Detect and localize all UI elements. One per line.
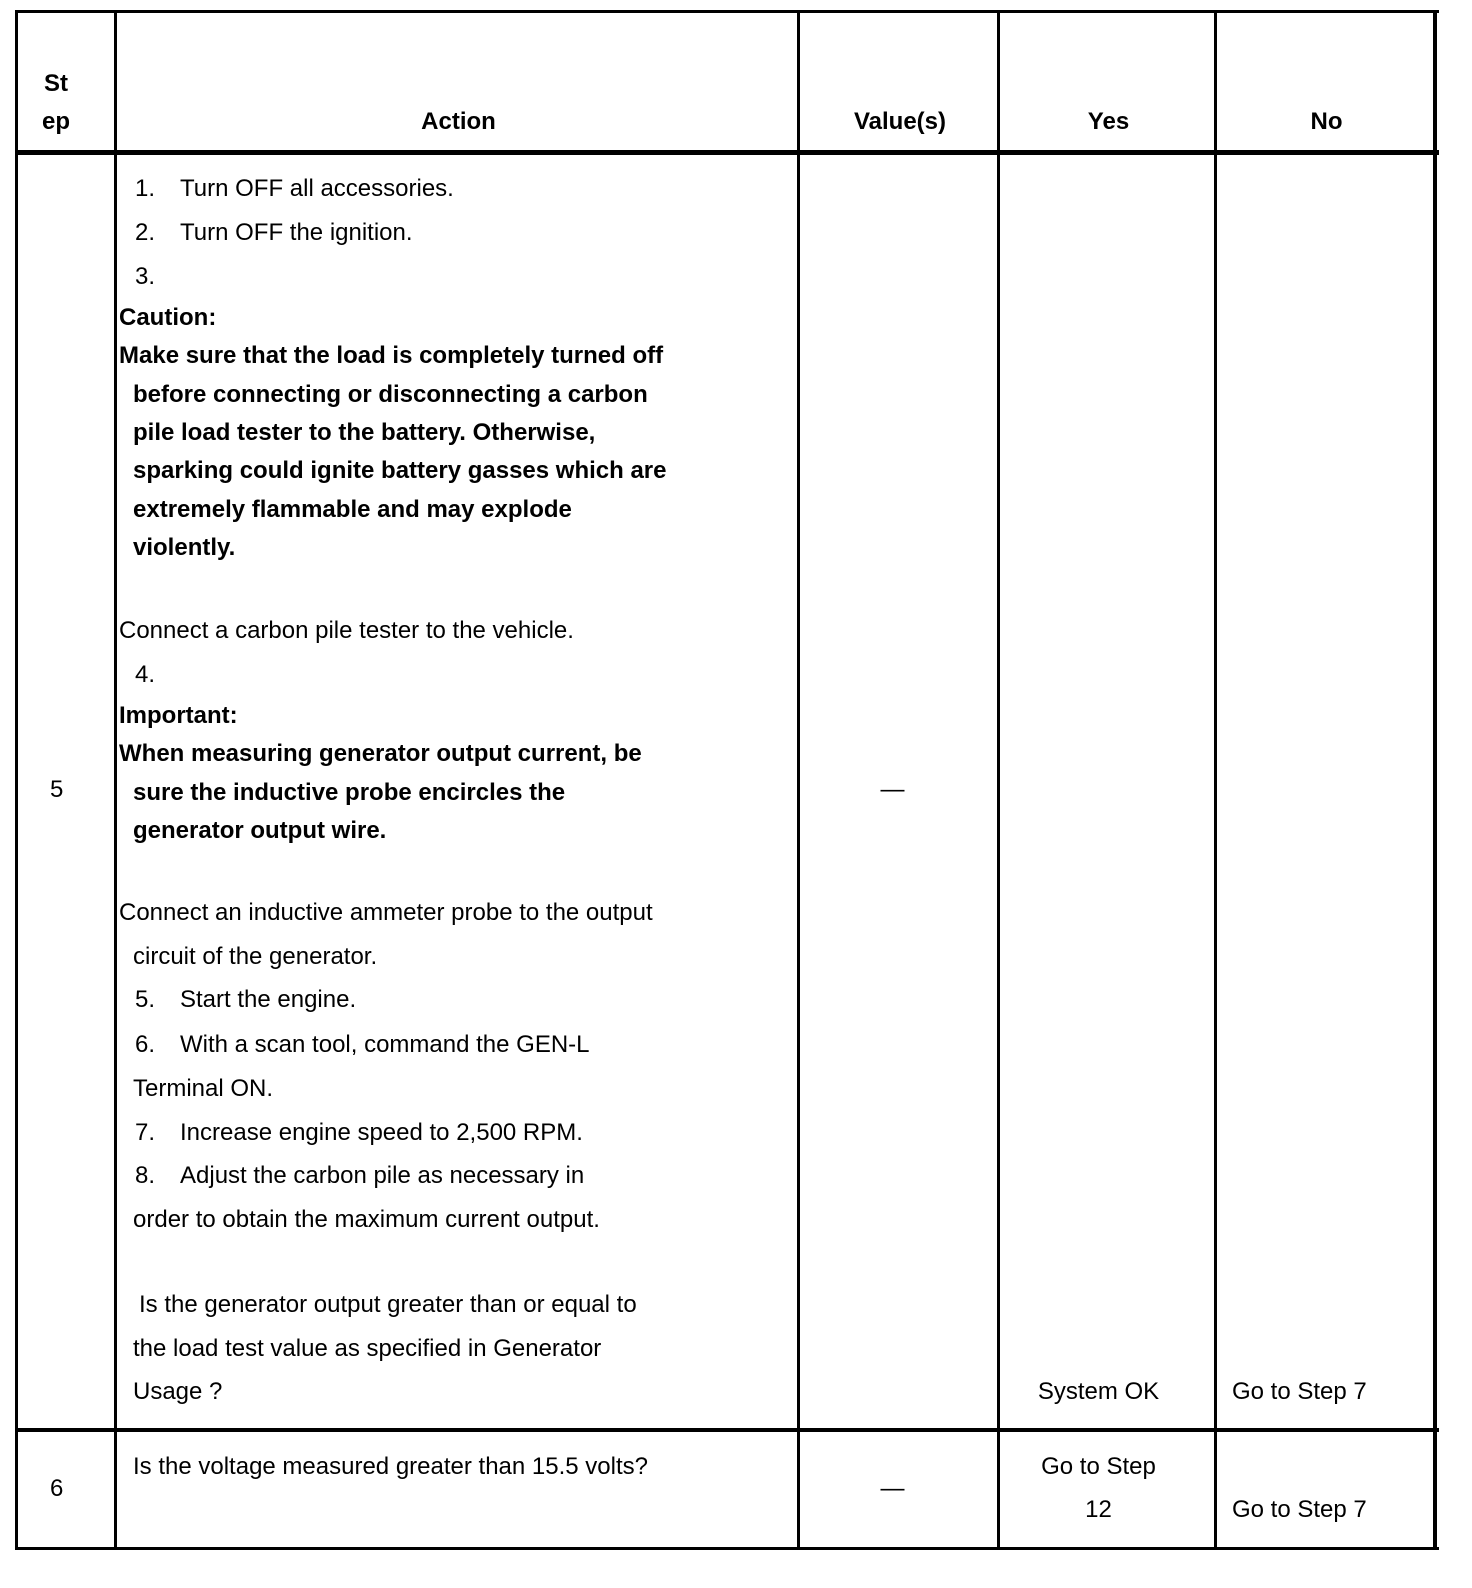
column-divider-values — [997, 10, 1000, 1550]
list-item-number: 5. — [135, 986, 156, 1013]
column-divider-step — [114, 10, 117, 1550]
question-line: Usage ? — [133, 1378, 223, 1405]
question-line: the load test value as specified in Generator — [133, 1335, 602, 1362]
list-item-number: 7. — [135, 1119, 156, 1146]
list-item-text: Increase engine speed to 2,500 RPM. — [180, 1119, 583, 1146]
header-yes: Yes — [1087, 108, 1130, 135]
header-values: Value(s) — [853, 108, 947, 135]
list-item-text: Start the engine. — [180, 986, 357, 1013]
list-item-number: 3. — [135, 263, 156, 290]
table-border-bottom — [15, 1547, 1439, 1550]
table-border-left — [15, 10, 18, 1550]
header-no: No — [1310, 108, 1343, 135]
caution-line: Make sure that the load is completely turned off — [119, 342, 664, 369]
row5-yes: System OK — [1037, 1378, 1160, 1405]
important-title: Important: — [119, 702, 238, 729]
row5-value: — — [880, 776, 905, 803]
header-divider — [15, 150, 1439, 155]
list-item-number: 1. — [135, 175, 156, 202]
caution-line: pile load tester to the battery. Otherwise, — [133, 419, 596, 446]
list-item-text: order to obtain the maximum current output. — [133, 1206, 600, 1233]
list-item-text: Terminal ON. — [133, 1075, 274, 1102]
column-divider-yes — [1214, 10, 1217, 1550]
list-item-number: 6. — [135, 1031, 156, 1058]
header-step-line1: St — [44, 70, 68, 97]
list-item-number: 2. — [135, 219, 156, 246]
important-line: When measuring generator output current, be — [119, 740, 642, 767]
table-border-top — [15, 10, 1439, 13]
question-line: Is the generator output greater than or equal to — [139, 1291, 637, 1318]
list-item-number: 4. — [135, 661, 156, 688]
list-item-text: Connect an inductive ammeter probe to the output — [119, 899, 653, 926]
row6-yes-line1: Go to Step — [1041, 1453, 1156, 1480]
row6-yes-line2: 12 — [1085, 1496, 1112, 1523]
row-divider — [15, 1428, 1439, 1432]
table-border-right — [1433, 10, 1437, 1550]
caution-line: violently. — [133, 534, 236, 561]
list-item-text: Turn OFF the ignition. — [180, 219, 413, 246]
caution-title: Caution: — [119, 304, 217, 331]
list-item-text: circuit of the generator. — [133, 943, 378, 970]
caution-line: before connecting or disconnecting a carbon — [133, 381, 648, 408]
list-item-number: 8. — [135, 1162, 156, 1189]
header-step-line2: ep — [42, 108, 71, 135]
row6-no: Go to Step 7 — [1232, 1496, 1367, 1523]
row6-value: — — [880, 1475, 905, 1502]
list-item-text: Adjust the carbon pile as necessary in — [180, 1162, 585, 1189]
caution-line: extremely flammable and may explode — [133, 496, 572, 523]
list-item-text: Turn OFF all accessories. — [180, 175, 454, 202]
important-line: generator output wire. — [133, 817, 387, 844]
step-number-6: 6 — [50, 1475, 64, 1502]
step-number-5: 5 — [50, 776, 64, 803]
row6-action: Is the voltage measured greater than 15.5 volts? — [133, 1453, 648, 1480]
header-action: Action — [421, 108, 496, 135]
list-item-text: Connect a carbon pile tester to the vehicle. — [119, 617, 574, 644]
important-line: sure the inductive probe encircles the — [133, 779, 566, 806]
row5-no: Go to Step 7 — [1232, 1378, 1367, 1405]
caution-line: sparking could ignite battery gasses which are — [133, 457, 667, 484]
list-item-text: With a scan tool, command the GEN-L — [180, 1031, 590, 1058]
